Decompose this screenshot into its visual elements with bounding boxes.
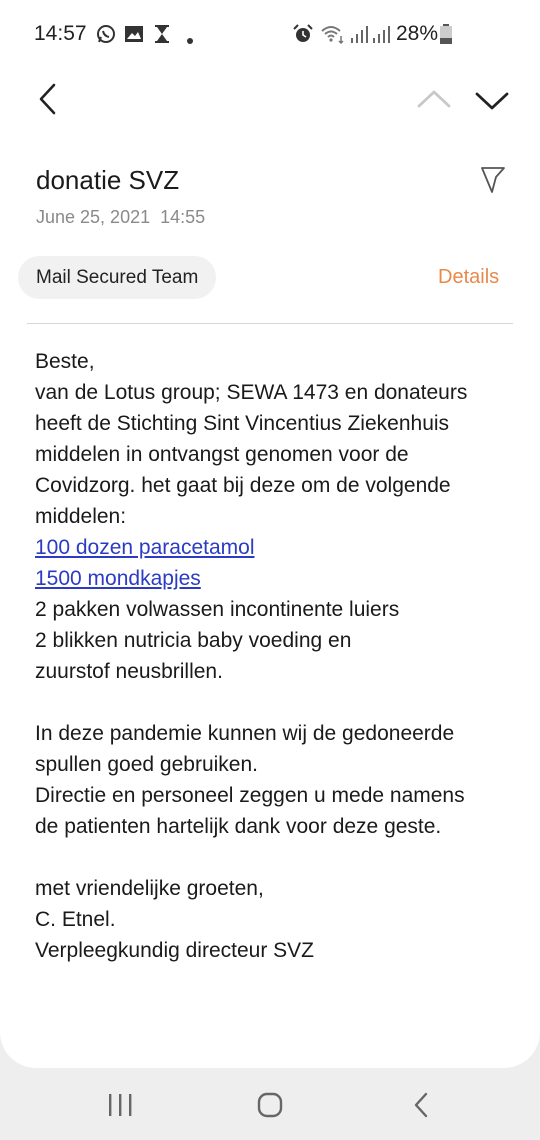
details-link[interactable]: Details [438,266,500,288]
battery-percentage: 28% [396,22,439,45]
body-line: van de Lotus group; SEWA 1473 en donateurs [35,381,468,404]
status-time: 14:57 [34,22,87,45]
chevron-left-icon [30,80,66,120]
body-signature [35,873,515,966]
body-line: de patienten hartelijk dank voor deze geste. [35,815,442,838]
flag-icon [478,164,508,196]
wifi-icon [320,24,346,49]
gallery-icon [124,24,144,49]
email-body [35,346,515,966]
previous-email-button[interactable] [412,82,456,118]
signal-icon [350,24,368,49]
body-line: Directie en personeel zeggen u mede namens [35,784,465,807]
body-line: Verpleegkundig directeur SVZ [35,939,314,962]
signal-icon [372,24,390,49]
body-line: zuurstof neusbrillen. [35,660,223,683]
back-button[interactable] [30,80,66,120]
body-line: middelen: [35,505,127,528]
body-line: met vriendelijke groeten, [35,877,264,900]
body-line: spullen goed gebruiken. [35,753,259,776]
body-line: 2 pakken volwassen incontinente luiers [35,598,400,621]
status-bar [0,0,540,70]
body-line: Covidzorg. het gaat bij deze om de volgende [35,474,451,497]
whatsapp-icon [96,24,116,49]
email-date: June 25, 2021 [36,207,151,227]
back-icon [402,1090,442,1120]
body-line: middelen in ontvangst genomen voor de [35,443,409,466]
body-line: Beste, [35,350,95,373]
body-paragraph-1 [35,346,515,687]
next-email-button[interactable] [470,82,514,118]
dot-icon [187,31,193,49]
body-link-mondkapjes[interactable]: 1500 mondkapjes [35,567,201,590]
sender-chip[interactable]: Mail Secured Team [18,256,216,299]
recents-icon [100,1090,140,1120]
system-back-button[interactable] [402,1090,442,1120]
chevron-up-icon [412,82,456,118]
home-icon [250,1090,290,1120]
recents-button[interactable] [100,1090,140,1120]
body-paragraph-2 [35,718,515,842]
home-button[interactable] [250,1090,290,1120]
body-line: 2 blikken nutricia baby voeding en [35,629,352,652]
chevron-down-icon [470,82,514,118]
alarm-icon [292,24,314,49]
body-line: C. Etnel. [35,908,116,931]
email-time: 14:55 [160,207,206,227]
email-date-row [36,207,205,228]
body-line: heeft de Stichting Sint Vincentius Ziekenhuis [35,412,450,435]
system-nav-bar [0,1068,540,1140]
battery-icon [440,24,452,49]
divider [27,323,513,324]
hourglass-icon [154,24,170,49]
body-line: In deze pandemie kunnen wij de gedoneerde [35,722,455,745]
flag-button[interactable] [478,164,508,196]
email-subject: donatie SVZ [36,165,180,195]
email-toolbar [0,70,540,130]
body-link-paracetamol[interactable]: 100 dozen paracetamol [35,536,255,559]
